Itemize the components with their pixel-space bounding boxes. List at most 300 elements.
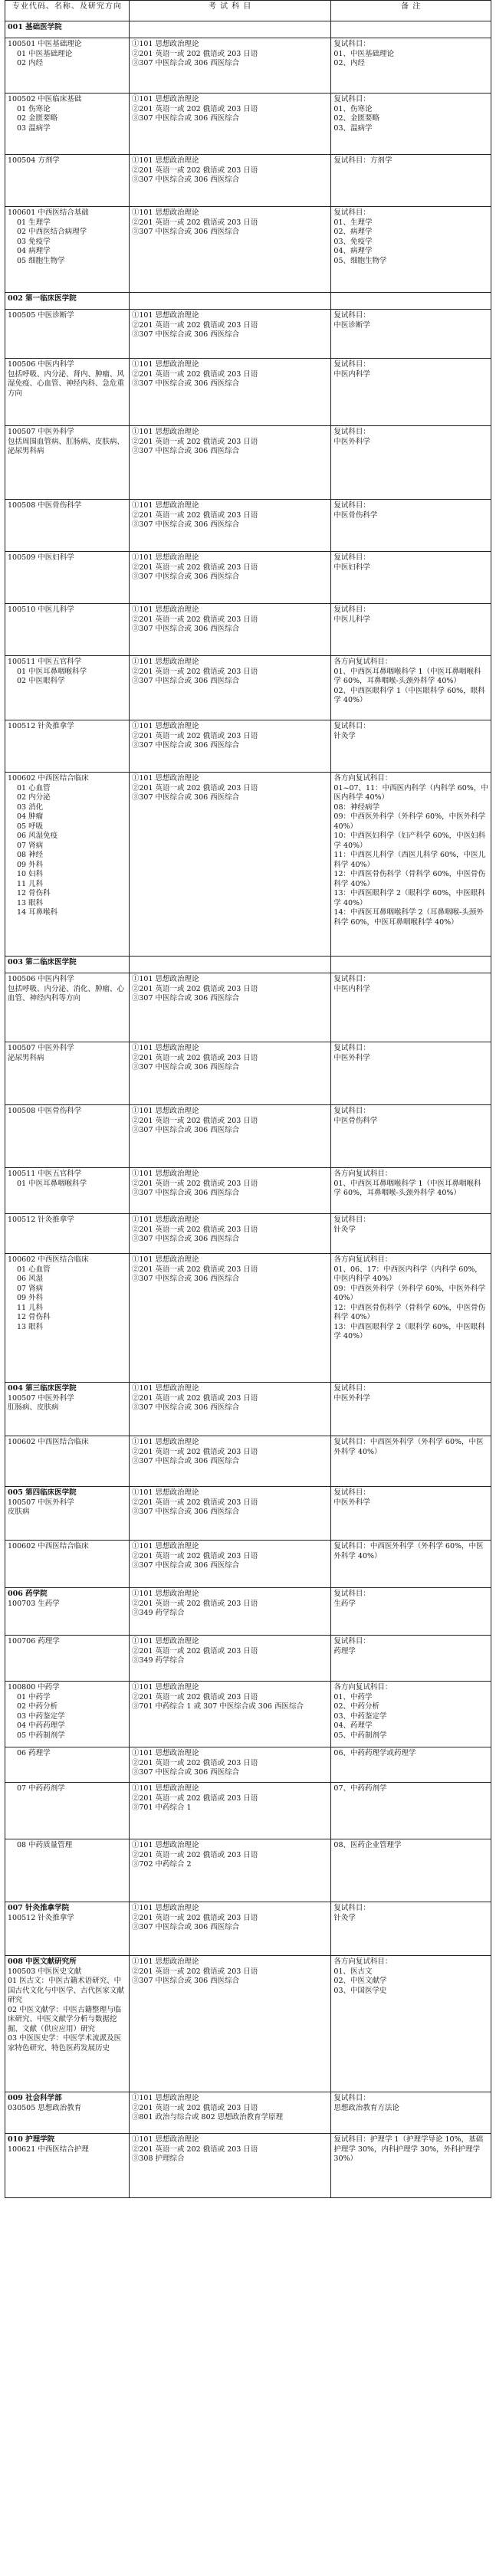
- exam-cell: [129, 1487, 331, 1541]
- notes-cell: [331, 359, 491, 426]
- cell-line: ①101 思想政治理论: [131, 428, 199, 436]
- cell-line: 13：中西医眼科学 2（眼科学 60%，中医眼科学 40%）: [333, 889, 485, 907]
- cell-line: ②201 英语一或 202 俄语或 203 日语: [131, 984, 258, 993]
- table-row: [5, 310, 491, 359]
- cell-line: ③801 政治与综合或 802 思想政治教育学原理: [131, 2113, 284, 2122]
- notes-cell: [331, 426, 491, 500]
- cell-line: 02 中医文献学：中医古籍整理与临床研究、中医文献学分析与数据挖掘、文献（供应应用）研究: [8, 2005, 122, 2033]
- cell-line: 001 基础医学院: [8, 23, 62, 31]
- cell-line: ①101 思想政治理论: [131, 2094, 199, 2102]
- table-row: [5, 1042, 491, 1105]
- cell-line: 100504 方剂学: [8, 156, 60, 165]
- cell-line: 01、生理学: [333, 218, 373, 227]
- cell-line: 02、金匮要略: [333, 114, 379, 123]
- cell-line: 复试科目：: [333, 553, 370, 562]
- notes-cell: [331, 1682, 491, 1747]
- major-cell: [5, 155, 130, 207]
- cell-line: ③307 中医综合或 306 西医综合: [131, 1403, 240, 1412]
- cell-line: 09：中西医外科学（外科学 60%，中医外科学 40%）: [333, 1284, 486, 1302]
- cell-line: ②201 英语一或 202 俄语或 203 日语: [131, 1116, 258, 1125]
- cell-line: 复试科目：: [333, 1384, 370, 1393]
- exam-cell: [129, 1682, 331, 1747]
- table-row: [5, 1636, 491, 1682]
- cell-line: 006 药学院: [8, 1590, 48, 1598]
- notes-cell: [331, 1541, 491, 1588]
- cell-line: 05 中药制剂学: [17, 1731, 65, 1740]
- major-cell: [5, 500, 130, 552]
- notes-cell: [331, 1839, 491, 1902]
- cell-line: ③307 中医综合或 306 西医综合: [131, 1189, 240, 1197]
- table-row: [5, 359, 491, 426]
- major-cell: [5, 1042, 130, 1105]
- cell-line: 生药学: [333, 1599, 356, 1608]
- cell-line: 100502 中医临床基础: [8, 95, 82, 103]
- cell-line: 100511 中医五官科学: [8, 658, 82, 666]
- cell-line: ③307 中医综合或 306 西医综合: [131, 59, 240, 67]
- cell-line: 复试科目：方剂学: [333, 156, 393, 165]
- exam-cell: [129, 155, 331, 207]
- cell-line: 01 伤寒论: [17, 104, 51, 113]
- table-row: [5, 1783, 491, 1839]
- cell-line: 01 中医基础理论: [17, 49, 73, 58]
- cell-line: ①101 思想政治理论: [131, 1438, 199, 1446]
- cell-line: 008 中医文献研究所: [8, 1957, 77, 1966]
- notes-cell: [331, 38, 491, 94]
- cell-line: ①101 思想政治理论: [131, 553, 199, 562]
- cell-line: ①101 思想政治理论: [131, 156, 199, 165]
- cell-line: 100508 中医骨伤科学: [8, 501, 82, 510]
- exam-cell: [129, 1636, 331, 1682]
- major-cell: [5, 359, 130, 426]
- cell-line: 07 肾病: [17, 1284, 44, 1293]
- major-cell: [5, 1383, 130, 1436]
- cell-line: ①101 思想政治理论: [131, 1590, 199, 1598]
- cell-line: 100507 中医外科学: [8, 1044, 74, 1052]
- notes-cell: [331, 656, 491, 720]
- exam-cell: [129, 1588, 331, 1636]
- table-row: [5, 207, 491, 293]
- cell-line: 复试科目：: [333, 1637, 370, 1646]
- table-row: [5, 1383, 491, 1436]
- cell-line: 01 中医耳鼻咽喉科学: [17, 1179, 87, 1188]
- cell-line: 各方向复试科目：: [333, 1255, 393, 1264]
- cell-line: ①101 思想政治理论: [131, 360, 199, 369]
- cell-line: 复试科目：: [333, 1216, 370, 1224]
- cell-line: 05 细胞生物学: [17, 256, 65, 265]
- cell-line: 包括周围血管病、肛肠病、皮肤病、泌尿男科病: [8, 437, 125, 455]
- cell-line: 05 呼吸: [17, 822, 44, 831]
- cell-line: 01 生理学: [17, 218, 51, 227]
- cell-line: ③307 中医综合或 306 西医综合: [131, 677, 240, 685]
- cell-line: 08：神经病学: [333, 802, 379, 812]
- table-row: [5, 94, 491, 155]
- major-cell: [5, 1588, 130, 1636]
- cell-line: 复试科目：: [333, 1590, 370, 1598]
- table-row: [5, 720, 491, 773]
- exam-cell: [129, 1902, 331, 1956]
- cell-line: 复试科目：: [333, 40, 370, 48]
- header-col-major: 专业代码、名称、及研究方向: [5, 1, 130, 21]
- cell-line: ①101 思想政治理论: [131, 1904, 199, 1912]
- cell-line: 复试科目：: [333, 1107, 370, 1115]
- cell-line: 复试科目：: [333, 605, 370, 614]
- cell-line: 复试科目：: [333, 360, 370, 369]
- cell-line: ③307 中医综合或 306 西医综合: [131, 228, 240, 236]
- notes-cell: [331, 604, 491, 656]
- cell-line: 100621 中西医结合护理: [8, 2144, 89, 2154]
- major-cell: [5, 552, 130, 604]
- cell-line: 复试科目：: [333, 208, 370, 217]
- notes-cell: [331, 1487, 491, 1541]
- cell-line: 中医骨伤科学: [333, 510, 378, 520]
- cell-line: 13：中西医眼科学 2（眼科学 60%，中医眼科学 40%）: [333, 1322, 485, 1341]
- exam-cell: [129, 773, 331, 957]
- cell-line: ②201 英语一或 202 俄语或 203 日语: [131, 1551, 258, 1560]
- cell-line: 04 肿瘤: [17, 812, 44, 821]
- cell-line: 06 风湿: [17, 1275, 44, 1283]
- cell-line: ③307 中医综合或 306 西医综合: [131, 114, 240, 123]
- major-cell: [5, 1636, 130, 1682]
- cell-line: 100511 中医五官科学: [8, 1170, 82, 1178]
- cell-line: ③307 中医综合或 306 西医综合: [131, 447, 240, 455]
- cell-line: ①101 思想政治理论: [131, 1749, 199, 1757]
- notes-cell: [331, 1042, 491, 1105]
- cell-line: 针灸学: [333, 1225, 356, 1234]
- cell-line: 01 医古文：中医古籍术语研究、中国古代文化与中医学、古代医家文献研究: [8, 1977, 125, 2004]
- table-row: [5, 426, 491, 500]
- cell-line: ③307 中医综合或 306 西医综合: [131, 176, 240, 184]
- table-row: [5, 500, 491, 552]
- table-row: [5, 2092, 491, 2134]
- cell-line: ②201 英语一或 202 俄语或 203 日语: [131, 166, 258, 175]
- major-cell: [5, 1436, 130, 1487]
- cell-line: ③307 中医综合或 306 西医综合: [131, 520, 240, 529]
- exam-cell: [129, 1214, 331, 1254]
- major-cell: [5, 656, 130, 720]
- cell-line: 100503 中医医史文献: [8, 1967, 82, 1976]
- exam-cell: [129, 1956, 331, 2092]
- exam-cell: [129, 293, 331, 310]
- cell-line: 100602 中西医结合临床: [8, 1542, 89, 1551]
- cell-line: 03、免疫学: [333, 237, 373, 246]
- cell-line: ③307 中医综合或 306 西医综合: [131, 625, 240, 633]
- notes-cell: [331, 500, 491, 552]
- cell-line: 09 外科: [17, 860, 44, 869]
- cell-line: ①101 思想政治理论: [131, 1957, 199, 1966]
- cell-line: 12：中西医骨伤科学（骨科学 60%，中医骨伤科学 40%）: [333, 870, 486, 888]
- major-cell: [5, 21, 130, 38]
- notes-cell: [331, 155, 491, 207]
- table-row: [5, 552, 491, 604]
- cell-line: ①101 思想政治理论: [131, 40, 199, 48]
- cell-line: ①101 思想政治理论: [131, 975, 199, 983]
- exam-cell: [129, 500, 331, 552]
- cell-line: ①101 思想政治理论: [131, 605, 199, 614]
- cell-line: 02、内经: [333, 59, 365, 67]
- cell-line: 100512 针灸推拿学: [8, 1913, 74, 1922]
- cell-line: 04、病理学: [333, 247, 373, 255]
- cell-line: 中医内科学: [333, 984, 370, 993]
- exam-cell: [129, 720, 331, 773]
- cell-line: 复试科目：: [333, 1044, 370, 1052]
- cell-line: 14：中西医耳鼻咽喉科学 2（耳鼻咽喉-头颈外科学 60%，中医耳鼻咽喉科学 40%）: [333, 908, 484, 927]
- cell-line: 12：中西医骨伤科学（骨科学 60%，中医骨伤科学 40%）: [333, 1303, 486, 1321]
- cell-line: ③349 药学综合: [131, 1656, 185, 1665]
- cell-line: 02 内分泌: [17, 793, 51, 802]
- cell-line: 100602 中西医结合临床: [8, 774, 89, 783]
- cell-line: 03 消化: [17, 802, 44, 812]
- cell-line: ③307 中医综合或 306 西医综合: [131, 1235, 240, 1243]
- table-row: [5, 1541, 491, 1588]
- major-cell: [5, 1682, 130, 1747]
- exam-cell: [129, 207, 331, 293]
- cell-line: ①101 思想政治理论: [131, 1488, 199, 1497]
- cell-line: ③307 中医综合或 306 西医综合: [131, 793, 240, 802]
- cell-line: 03 中药鉴定学: [17, 1711, 65, 1721]
- cell-line: 01 中医耳鼻咽喉科学: [17, 667, 87, 676]
- table-row: [5, 1487, 491, 1541]
- cell-line: ①101 思想政治理论: [131, 1170, 199, 1178]
- notes-cell: [331, 1636, 491, 1682]
- cell-line: ②201 英语一或 202 俄语或 203 日语: [131, 563, 258, 572]
- cell-line: 01、中药学: [333, 1692, 373, 1701]
- cell-line: 中医外科学: [333, 1498, 370, 1507]
- cell-line: ③701 中药综合 1 或 307 中医综合或 306 西医综合: [131, 1702, 304, 1711]
- cell-line: 12 骨伤科: [17, 889, 51, 897]
- major-cell: [5, 310, 130, 359]
- cell-line: 12 骨伤科: [17, 1313, 51, 1321]
- cell-line: ①101 思想政治理论: [131, 501, 199, 510]
- major-cell: [5, 773, 130, 957]
- major-cell: [5, 957, 130, 973]
- cell-line: 100510 中医儿科学: [8, 605, 74, 614]
- cell-line: 04 病理学: [17, 247, 51, 255]
- table-row: [5, 155, 491, 207]
- cell-line: 复试科目：: [333, 975, 370, 983]
- cell-line: 10 妇科: [17, 870, 44, 878]
- notes-cell: [331, 1254, 491, 1383]
- cell-line: ①101 思想政治理论: [131, 1216, 199, 1224]
- cell-line: 03 中医医史学：中医学术流派及医家特色研究、特色医药发展历史: [8, 2034, 122, 2053]
- exam-cell: [129, 1839, 331, 1902]
- cell-line: ①101 思想政治理论: [131, 1683, 199, 1692]
- exam-cell: [129, 604, 331, 656]
- table-row: [5, 1105, 491, 1168]
- cell-line: 010 护理学院: [8, 2135, 55, 2144]
- cell-line: ③307 中医综合或 306 西医综合: [131, 1768, 240, 1777]
- cell-line: 中医诊断学: [333, 320, 370, 330]
- cell-line: ②201 英语一或 202 俄语或 203 日语: [131, 1225, 258, 1234]
- exam-cell: [129, 426, 331, 500]
- exam-cell: [129, 1383, 331, 1436]
- cell-line: ①101 思想政治理论: [131, 658, 199, 666]
- cell-line: 皮肤病: [8, 1508, 30, 1516]
- notes-cell: [331, 207, 491, 293]
- cell-line: 100602 中西医结合临床: [8, 1255, 89, 1264]
- cell-line: ③307 中医综合或 306 西医综合: [131, 1923, 240, 1931]
- exam-cell: [129, 1436, 331, 1487]
- exam-cell: [129, 957, 331, 973]
- header-col-notes: 备 注: [331, 1, 491, 21]
- cell-line: 针灸学: [333, 731, 356, 740]
- cell-line: ①101 思想政治理论: [131, 1384, 199, 1393]
- notes-cell: [331, 1956, 491, 2092]
- cell-line: 07 中药药剂学: [17, 1784, 65, 1793]
- cell-line: 各方向复试科目：: [333, 1683, 393, 1692]
- notes-cell: [331, 1383, 491, 1436]
- notes-cell: [331, 1214, 491, 1254]
- major-cell: [5, 1783, 130, 1839]
- cell-line: ①101 思想政治理论: [131, 722, 199, 730]
- cell-line: 01、中医基础理论: [333, 49, 394, 58]
- cell-line: 007 针灸推拿学院: [8, 1904, 70, 1912]
- cell-line: ②201 英语一或 202 俄语或 203 日语: [131, 1692, 258, 1701]
- cell-line: ②201 英语一或 202 俄语或 203 日语: [131, 783, 258, 792]
- cell-line: 02 中药分析: [17, 1702, 58, 1711]
- major-cell: [5, 1214, 130, 1254]
- table-row: [5, 1839, 491, 1902]
- cell-line: 100512 针灸推拿学: [8, 722, 74, 730]
- table-row: [5, 1214, 491, 1254]
- cell-line: 各方向复试科目：: [333, 1957, 393, 1966]
- cell-line: 复试科目：: [333, 501, 370, 510]
- cell-line: ②201 英语一或 202 俄语或 203 日语: [131, 1850, 258, 1859]
- cell-line: 05、细胞生物学: [333, 256, 387, 265]
- exam-cell: [129, 1105, 331, 1168]
- table-row: [5, 773, 491, 957]
- cell-line: ③307 中医综合或 306 西医综合: [131, 1457, 240, 1465]
- cell-line: 100506 中医内科学: [8, 975, 74, 983]
- notes-cell: [331, 973, 491, 1042]
- cell-line: ②201 英语一或 202 俄语或 203 日语: [131, 1498, 258, 1507]
- exam-cell: [129, 94, 331, 155]
- cell-line: 100505 中医诊断学: [8, 311, 74, 320]
- exam-cell: [129, 38, 331, 94]
- table-row: [5, 1747, 491, 1783]
- notes-cell: [331, 1588, 491, 1636]
- table-row: [5, 604, 491, 656]
- notes-cell: [331, 1747, 491, 1783]
- cell-line: 03、温病学: [333, 123, 373, 133]
- cell-line: 11 儿科: [17, 1303, 44, 1312]
- table-row: [5, 1956, 491, 2092]
- table-row: [5, 38, 491, 94]
- table-body: [5, 21, 491, 2198]
- cell-line: 包括呼吸、内分泌、肾内、肿瘤、风湿免疫、心血管、神经内科、急危重方向: [8, 369, 125, 398]
- exam-cell: [129, 973, 331, 1042]
- exam-cell: [129, 1168, 331, 1214]
- cell-line: 100512 针灸推拿学: [8, 1216, 74, 1224]
- cell-line: 复试科目：护理学 1（护理学导论 10%，基础护理学 30%，内科护理学 30%，外科护理学 30%）: [333, 2135, 484, 2163]
- major-cell: [5, 2092, 130, 2134]
- cell-line: 中医儿科学: [333, 615, 370, 624]
- notes-cell: [331, 1783, 491, 1839]
- cell-line: 复试科目：: [333, 428, 370, 436]
- cell-line: ②201 英语一或 202 俄语或 203 日语: [131, 104, 258, 113]
- cell-line: ②201 英语一或 202 俄语或 203 日语: [131, 320, 258, 330]
- notes-cell: [331, 2092, 491, 2134]
- table-row: [5, 957, 491, 973]
- cell-line: ②201 英语一或 202 俄语或 203 日语: [131, 437, 258, 446]
- cell-line: 01 心血管: [17, 1265, 51, 1274]
- cell-line: 10：中西医妇科学（妇产科学 60%，中医妇科学 40%）: [333, 832, 486, 850]
- table-row: [5, 1682, 491, 1747]
- cell-line: 02 中医眼科学: [17, 677, 65, 685]
- cell-line: ②201 英语一或 202 俄语或 203 日语: [131, 369, 258, 379]
- cell-line: 100509 中医妇科学: [8, 553, 74, 562]
- cell-line: 07 肾病: [17, 841, 44, 850]
- notes-cell: [331, 1436, 491, 1487]
- cell-line: ①101 思想政治理论: [131, 1784, 199, 1793]
- cell-line: 100507 中医外科学: [8, 1393, 74, 1403]
- cell-line: 复试科目：: [333, 311, 370, 320]
- cell-line: 复试科目：: [333, 1904, 370, 1912]
- major-cell: [5, 1487, 130, 1541]
- cell-line: 01、中西医耳鼻咽喉科学 1（中医耳鼻咽喉科学 60%，耳鼻咽喉-头颈外科学 40%）: [333, 1179, 481, 1197]
- cell-line: 复试科目：: [333, 1488, 370, 1497]
- exam-cell: [129, 2092, 331, 2134]
- table-row: [5, 2134, 491, 2198]
- cell-line: ②201 英语一或 202 俄语或 203 日语: [131, 1646, 258, 1656]
- cell-line: 02 中西医结合病理学: [17, 228, 87, 236]
- cell-line: ③349 药学综合: [131, 1609, 185, 1617]
- cell-line: 100501 中医基础理论: [8, 40, 82, 48]
- cell-line: 各方向复试科目：: [333, 1170, 393, 1178]
- major-cell: [5, 293, 130, 310]
- cell-line: ③307 中医综合或 306 西医综合: [131, 330, 240, 339]
- cell-line: 08 中药质量管理: [17, 1841, 73, 1849]
- cell-line: 13 眼科: [17, 898, 44, 907]
- major-cell: [5, 973, 130, 1042]
- cell-line: 复试科目：中西医外科学（外科学 60%，中医外科学 40%）: [333, 1438, 484, 1456]
- notes-cell: [331, 1902, 491, 1956]
- cell-line: 13 眼科: [17, 1322, 44, 1331]
- cell-line: 针灸学: [333, 1913, 356, 1922]
- major-cell: [5, 426, 130, 500]
- notes-cell: [331, 773, 491, 957]
- cell-line: 03 温病学: [17, 123, 51, 133]
- cell-line: ①101 思想政治理论: [131, 95, 199, 103]
- cell-line: ②201 英语一或 202 俄语或 203 日语: [131, 667, 258, 676]
- table-row: [5, 1588, 491, 1636]
- cell-line: 肛肠病、皮肤病: [8, 1403, 59, 1412]
- cell-line: 11：中西医儿科学（西医儿科学 60%，中医儿科学 40%）: [333, 851, 486, 869]
- cell-line: 005 第四临床医学院: [8, 1488, 77, 1497]
- admissions-table: [5, 0, 491, 2198]
- cell-line: ③307 中医综合或 306 西医综合: [131, 1977, 240, 1985]
- cell-line: ①101 思想政治理论: [131, 1044, 199, 1052]
- cell-line: 06、中药药理学或药理学: [333, 1749, 416, 1757]
- header-col-exam: 考 试 科 目: [129, 1, 331, 21]
- cell-line: 中医骨伤科学: [333, 1116, 378, 1125]
- cell-line: ③307 中医综合或 306 西医综合: [131, 379, 240, 388]
- cell-line: ②201 英语一或 202 俄语或 203 日语: [131, 218, 258, 227]
- major-cell: [5, 1902, 130, 1956]
- exam-cell: [129, 1042, 331, 1105]
- cell-line: 01、医古文: [333, 1967, 373, 1976]
- exam-cell: [129, 1747, 331, 1783]
- cell-line: 02、中医文献学: [333, 1977, 387, 1985]
- notes-cell: [331, 720, 491, 773]
- major-cell: [5, 207, 130, 293]
- cell-line: ③307 中医综合或 306 西医综合: [131, 741, 240, 750]
- cell-line: 02 内经: [17, 59, 44, 67]
- cell-line: ②201 英语一或 202 俄语或 203 日语: [131, 1758, 258, 1767]
- cell-line: ③307 中医综合或 306 西医综合: [131, 1561, 240, 1570]
- cell-line: 中医内科学: [333, 369, 370, 379]
- cell-line: 100508 中医骨伤科学: [8, 1107, 82, 1115]
- cell-line: ③701 中药综合 1: [131, 1803, 192, 1812]
